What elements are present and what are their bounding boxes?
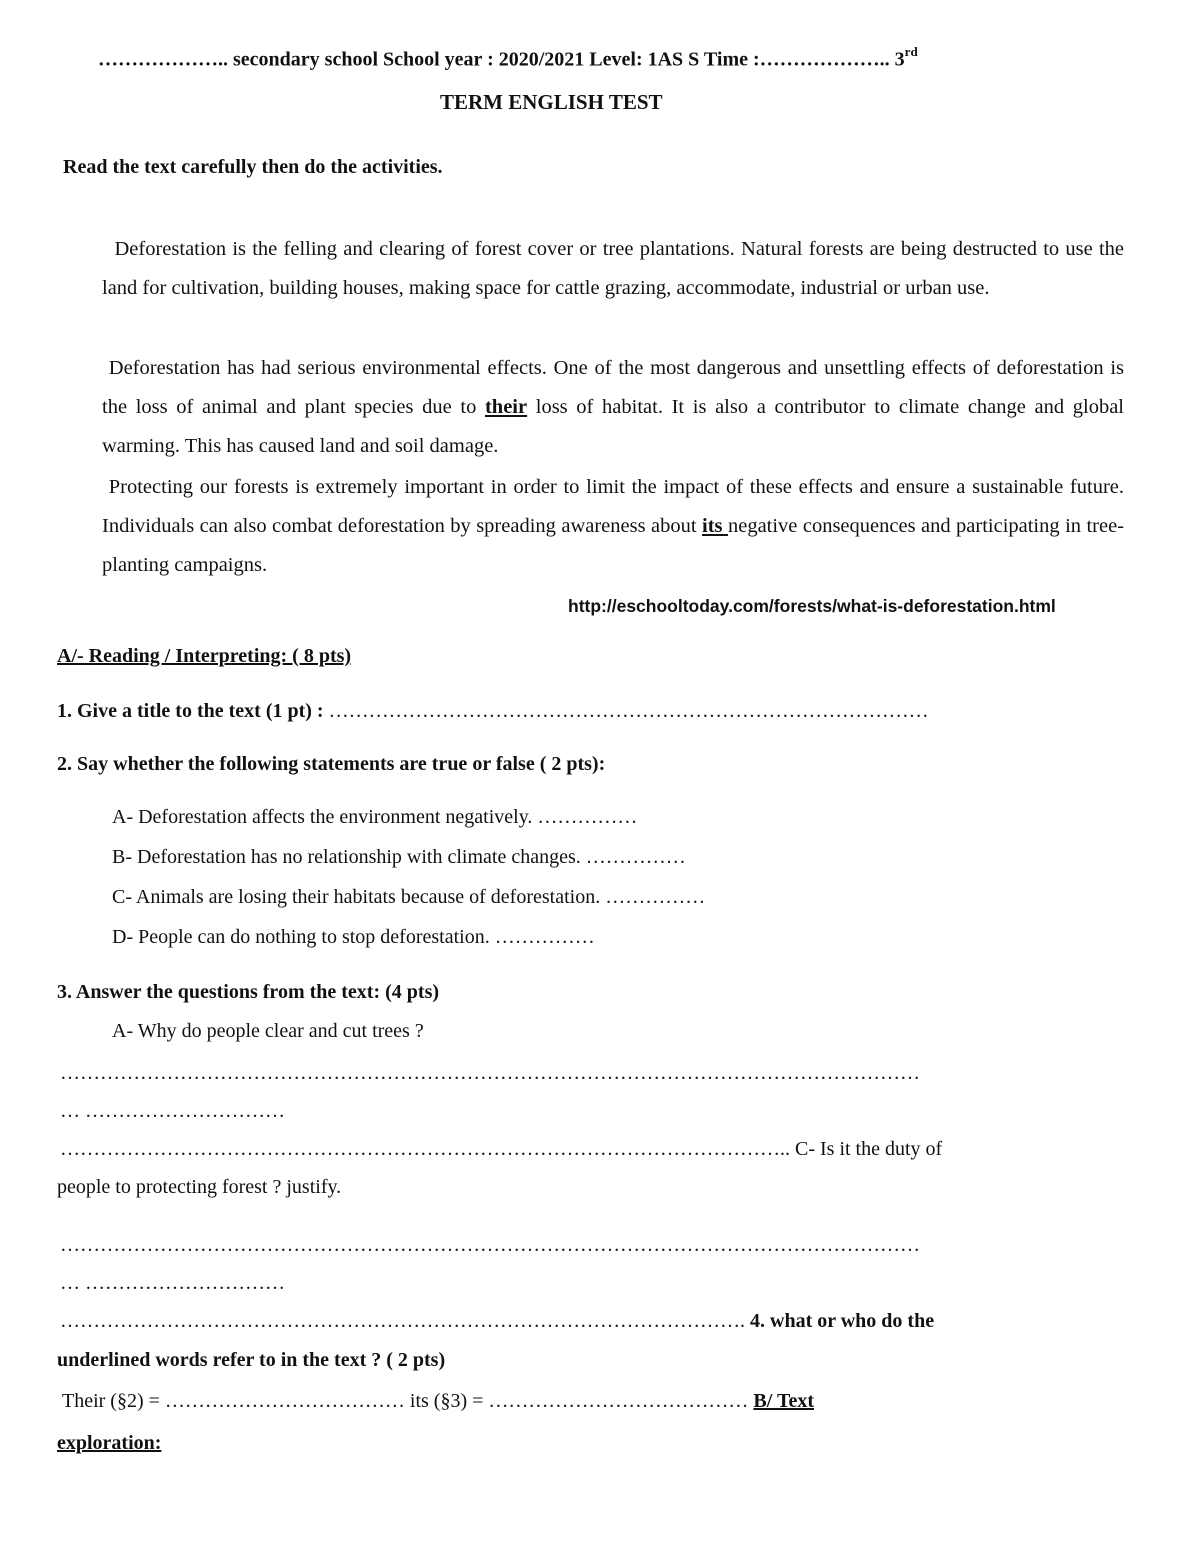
answer-dots-line: … ………………………… [60,1100,285,1122]
underlined-their: their [484,396,528,418]
source-url: http://eschooltoday.com/forests/what-is-deforestation.html [568,596,1056,616]
header-sup: rd [904,44,918,59]
question-3c-text-a: C- Is it the duty of [795,1138,943,1160]
paragraph-2-text-b: loss of habitat. It is also a contributor to climate change and global warming. This has caused land and soil damage. [102,396,1125,457]
answer-dots-line: ……………………………………………………………………………………………….. [60,1138,795,1160]
paragraph-3-text-a: Protecting our forests is extremely important in order to limit the impact of these effects and ensure a sustainable future. Individuals can also combat deforestation by spreading awareness about [102,476,1124,537]
answer-dots-line: ………………………………………………………………………………………………………………… [60,1062,920,1084]
paragraph-2 [102,349,1124,466]
question-1 [57,700,929,723]
question-3: 3. Answer the questions from the text: (4 pts) [57,981,440,1003]
statement-d: D- People can do nothing to stop deforestation. …………… [112,926,595,948]
answer-dots-line: …………………………………………………………………………………………. [60,1310,750,1332]
paragraph-3-text-b: negative consequences and participating in tree-planting campaigns. [102,515,1125,576]
question-4-text-a: 4. what or who do the [750,1310,935,1332]
paragraph-1 [102,230,1124,308]
section-b-heading-a: B/ Text [753,1390,814,1412]
question-3a: A- Why do people clear and cut trees ? [112,1020,424,1042]
paragraph-2-text-a: Deforestation has had serious environmental effects. One of the most dangerous and unsettling effects of deforestation is the loss of animal and plant species due to [102,357,1125,418]
paragraph-1-text: Deforestation is the felling and clearing of forest cover or tree plantations. Natural forests are being destructed to use the land for cultivation, building houses, making space for cattle grazing, accommodate, industrial or urban use. [102,238,1124,299]
question-4-line [60,1310,934,1333]
statement-a: A- Deforestation affects the environment negatively. …………… [112,806,638,828]
question-1-answer-dots: ……………………………………………………………………………… [328,700,929,722]
answer-dots-line: ………………………………………………………………………………………………………………… [60,1234,920,1256]
header-line [98,46,918,72]
instruction: Read the text carefully then do the activities. [63,156,443,178]
answer-dots-line: … ………………………… [60,1272,285,1294]
test-title: TERM ENGLISH TEST [440,90,663,114]
section-a-heading: A/- Reading / Interpreting: ( 8 pts) [57,645,352,667]
statement-b: B- Deforestation has no relationship with climate changes. …………… [112,846,686,868]
header-text: ……………….. secondary school School year : 2020/2021 Level: 1AS S Time :……………….. 3 [98,48,905,71]
section-b-heading-b: exploration: [57,1432,162,1454]
reference-answers: Their (§2) = ……………………………… its (§3) = ………………………………… [62,1390,754,1412]
reference-line [62,1390,814,1413]
question-3c-line [60,1138,942,1161]
paragraph-3 [102,468,1124,585]
question-3c-text-b: people to protecting forest ? justify. [57,1176,342,1198]
question-1-label: 1. Give a title to the text (1 pt) : [57,700,329,722]
statement-c: C- Animals are losing their habitats because of deforestation. …………… [112,886,706,908]
underlined-its: its [702,515,728,537]
question-2: 2. Say whether the following statements are true or false ( 2 pts): [57,753,606,775]
question-4-text-b: underlined words refer to in the text ? ( 2 pts) [57,1349,446,1371]
